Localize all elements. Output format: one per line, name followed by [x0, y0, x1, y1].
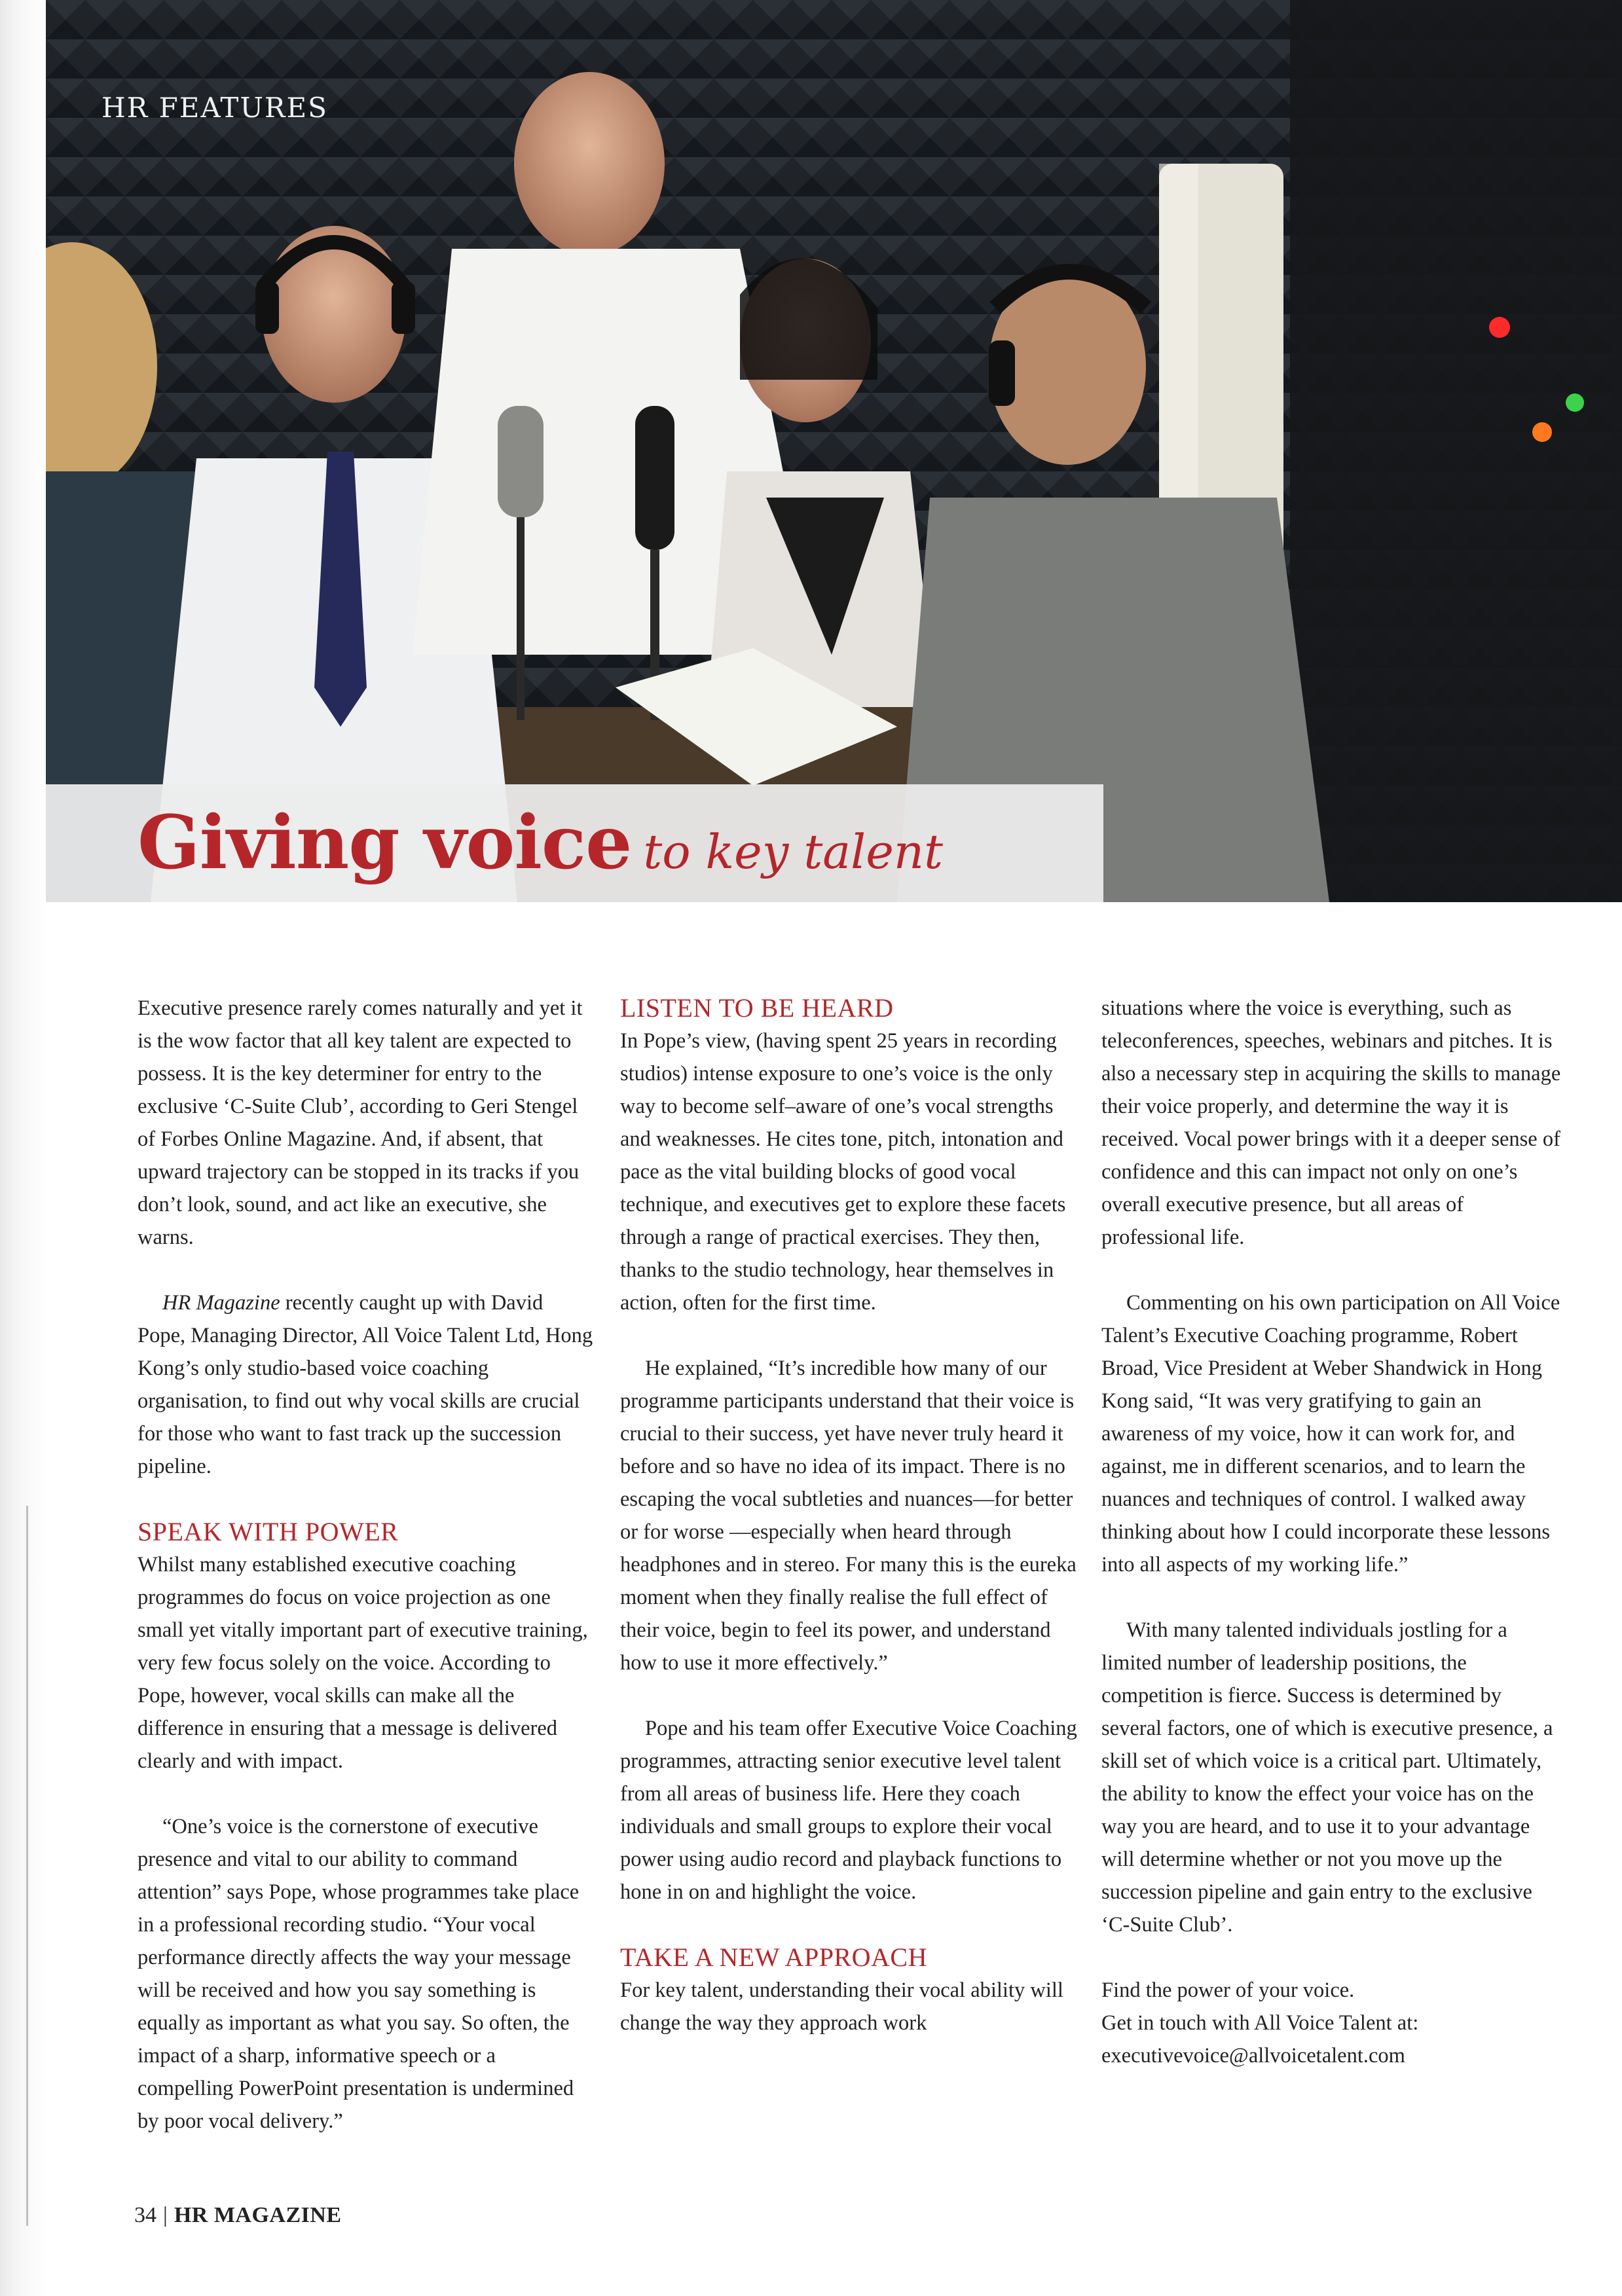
paragraph: Commenting on his own participation on All Voice Talent’s Executive Coaching programme, Robert Broad, Vice President at Weber Shandwick in Hong Kong said, “It was very gratifying to gain an awareness of my voice, how it can work for, and against, me in different scenarios, and to learn the nuances and techniques of control. I walked away thinking about how I could incorporate these lessons into all aspects of my working life.” [1101, 1291, 1560, 1576]
paragraph: Pope and his team offer Executive Voice Coaching programmes, attracting senior executive level talent from all areas of business life. Here they coach individuals and small groups to explore their vocal power using audio record and playback functions to hone in on and highlight the voice. [620, 1717, 1077, 1904]
title-sub: to key talent [643, 824, 944, 879]
subheading: LISTEN TO BE HEARD [620, 993, 894, 1023]
page-binding-line [26, 1506, 28, 2226]
title-main: Giving voice [138, 800, 632, 886]
section-label: HR FEATURES [101, 92, 328, 124]
footer-separator: | [163, 2203, 168, 2227]
hero-photo [46, 0, 1622, 902]
recording-studio-photo-icon [46, 0, 1622, 902]
subheading: TAKE A NEW APPROACH [620, 1942, 927, 1972]
paragraph: situations where the voice is everything, such as teleconferences, speeches, webinars and pitches. It is also a necessary step in acquiring the skills to manage their voice properly, and determine the way it is received. Vocal power brings with it a deeper sense of confidence and this can impact not only on one’s overall executive presence, but all areas of professional life. [1101, 996, 1561, 1249]
paragraph: “One’s voice is the cornerstone of executive presence and vital to our ability to command attention” says Pope, whose programmes take place in a professional recording studio. “Your vocal performance directly affects the way your message will be received and how you say something is equally as important as what you say. So often, the impact of a sharp, informative speech or a compelling PowerPoint presentation is undermined by poor vocal delivery.” [138, 1815, 580, 2133]
magazine-name: HR MAGAZINE [174, 2203, 342, 2227]
call-to-action [1101, 1974, 1563, 2072]
article-column-3 [1101, 992, 1563, 2072]
page-title [138, 800, 943, 886]
paragraph [138, 1286, 596, 1483]
page-footer [134, 2203, 342, 2228]
paragraph: Executive presence rarely comes naturally and yet it is the wow factor that all key talent are expected to possess. It is the key determiner for entry to the exclusive ‘C-Suite Club’, according to Geri Stengel of Forbes Online Magazine. And, if absent, that upward trajectory can be stopped in its tracks if you don’t look, sound, and act like an executive, she warns. [138, 996, 583, 1249]
paragraph: He explained, “It’s incredible how many of our programme participants understand that their voice is crucial to their success, yet have never truly heard it before and so have no idea of its impact. There is no escaping the vocal subtleties and nuances—for better or for worse —especially when heard through headphones and in stereo. For many this is the eureka moment when they finally realise the full effect of their voice, begin to feel its power, and understand how to use it more effectively.” [620, 1357, 1077, 1675]
cta-line-2: Get in touch with All Voice Talent at: [1101, 2011, 1419, 2035]
page-edge-shadow [0, 0, 46, 2296]
cta-line-1: Find the power of your voice. [1101, 1978, 1355, 2002]
paragraph: Whilst many established executive coaching programmes do focus on voice projection as one small yet vitally important part of executive training, very few focus solely on the voice. According to Pope, however, vocal skills can make all the difference in ensuring that a message is delivered clearly and with impact. [138, 1553, 588, 1773]
paragraph: In Pope’s view, (having spent 25 years in recording studios) intense exposure to one’s voice is the only way to become self–aware of one’s vocal strengths and weaknesses. He cites tone, pitch, intonation and pace as the vital building blocks of good vocal technique, and executives get to explore these facets through a range of practical exercises. They then, thanks to the studio technology, hear themselves in action, often for the first time. [620, 1029, 1066, 1315]
page-number: 34 [134, 2203, 157, 2227]
contact-email: executivevoice@allvoicetalent.com [1101, 2044, 1405, 2068]
paragraph: For key talent, understanding their vocal ability will change the way they approach work [620, 1978, 1063, 2035]
paragraph-text: recently caught up with David Pope, Managing Director, All Voice Talent Ltd, Hong Kong’s only studio-based voice coaching organisation, to find out why vocal skills are crucial for those who want to fast track up the succession pipeline. [138, 1291, 593, 1478]
paragraph: With many talented individuals jostling for a limited number of leadership positions, the competition is fierce. Success is determined by several factors, one of which is executive presence, a skill set of which voice is a critical part. Ultimately, the ability to know the effect your voice has on the way you are heard, and to use it to your advantage will determine whether or not you move up the succession pipeline and gain entry to the exclusive ‘C-Suite Club’. [1101, 1618, 1553, 1937]
article-column-2 [620, 992, 1078, 2039]
magazine-name-italic: HR Magazine [162, 1291, 280, 1315]
article-column-1 [138, 992, 596, 2170]
subheading: SPEAK WITH POWER [138, 1517, 399, 1546]
